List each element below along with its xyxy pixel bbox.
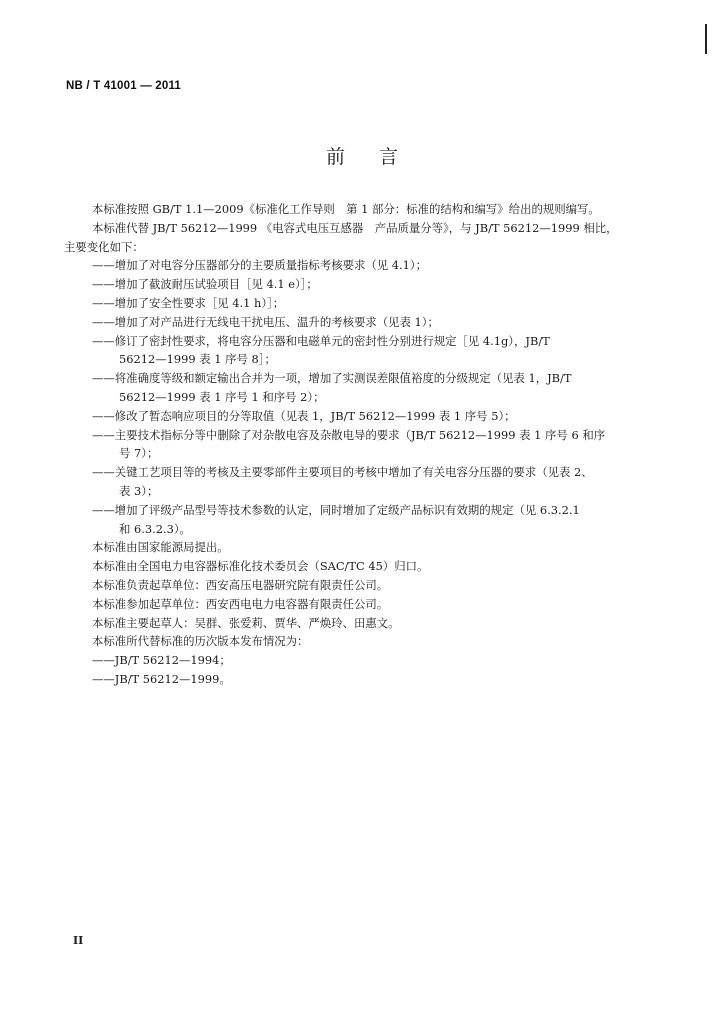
list-item: ——增加了安全性要求［见 4.1 h）］；: [92, 295, 285, 310]
list-item: ——将准确度等级和额定输出合并为一项，增加了实测误差限值裕度的分级规定（见表 1，JB/T: [92, 371, 572, 386]
list-item: ——增加了评级产品型号等技术参数的认定，同时增加了定级产品标识有效期的规定（见 6.3.2.1: [92, 502, 580, 517]
list-item: ——JB/T 56212—1994；: [92, 653, 231, 668]
document-code: NB / T 41001 — 2011: [66, 80, 182, 92]
list-item: ——JB/T 56212—1999。: [92, 671, 231, 686]
list-item: ——修改了暂态响应项目的分等取值（见表 1，JB/T 56212—1999 表 1 序号 5）；: [92, 408, 516, 423]
list-item: ——增加了截波耐压试验项目［见 4.1 e）］；: [92, 277, 318, 292]
paragraph: 本标准由全国电力电容器标准化技术委员会（SAC/TC 45）归口。: [92, 559, 429, 574]
list-item: ——增加了对产品进行无线电干扰电压、温升的考核要求（见表 1）；: [92, 314, 439, 329]
paragraph: 本标准负责起草单位：西安高压电器研究院有限责任公司。: [92, 577, 389, 592]
page-title: 前言: [325, 146, 432, 168]
paragraph: 本标准由国家能源局提出。: [92, 540, 229, 555]
paragraph: 本标准代替 JB/T 56212—1999 《电容式电压互感器 产品质量分等》，与 JB/T 56212—1999 相比，: [92, 220, 618, 235]
paragraph: 本标准主要起草人：吴群、张爱莉、贾华、严焕玲、田惠文。: [92, 615, 400, 630]
list-item-continuation: 和 6.3.2.3）。: [119, 521, 191, 536]
paragraph: 本标准按照 GB/T 1.1—2009《标准化工作导则 第 1 部分：标准的结构和编写》给出的规则编写。: [92, 202, 600, 216]
list-item-continuation: 号 7）；: [119, 446, 159, 461]
paragraph: 本标准所代替标准的历次版本发布情况为：: [92, 634, 309, 649]
list-item: ——修订了密封性要求，将电容分压器和电磁单元的密封性分别进行规定［见 4.1g），JB/T: [92, 333, 550, 348]
list-item: ——增加了对电容分压器部分的主要质量指标考核要求（见 4.1）；: [92, 258, 427, 273]
page-number: II: [73, 934, 84, 947]
list-item: ——主要技术指标分等中删除了对杂散电容及杂散电导的要求（JB/T 56212—1999 表 1 序号 6 和序: [92, 427, 606, 442]
scan-edge-mark: [705, 24, 707, 54]
list-item: ——关键工艺项目等的考核及主要零部件主要项目的考核中增加了有关电容分压器的要求（见表 2、: [92, 465, 593, 480]
paragraph-continuation: 主要变化如下：: [64, 239, 144, 254]
list-item-continuation: 56212—1999 表 1 序号 1 和序号 2）；: [119, 389, 325, 404]
body-text: [64, 200, 664, 689]
paragraph: 本标准参加起草单位：西安西电电力电容器有限责任公司。: [92, 596, 389, 611]
list-item-continuation: 56212—1999 表 1 序号 8］；: [119, 352, 276, 367]
list-item-continuation: 表 3）；: [119, 483, 159, 498]
